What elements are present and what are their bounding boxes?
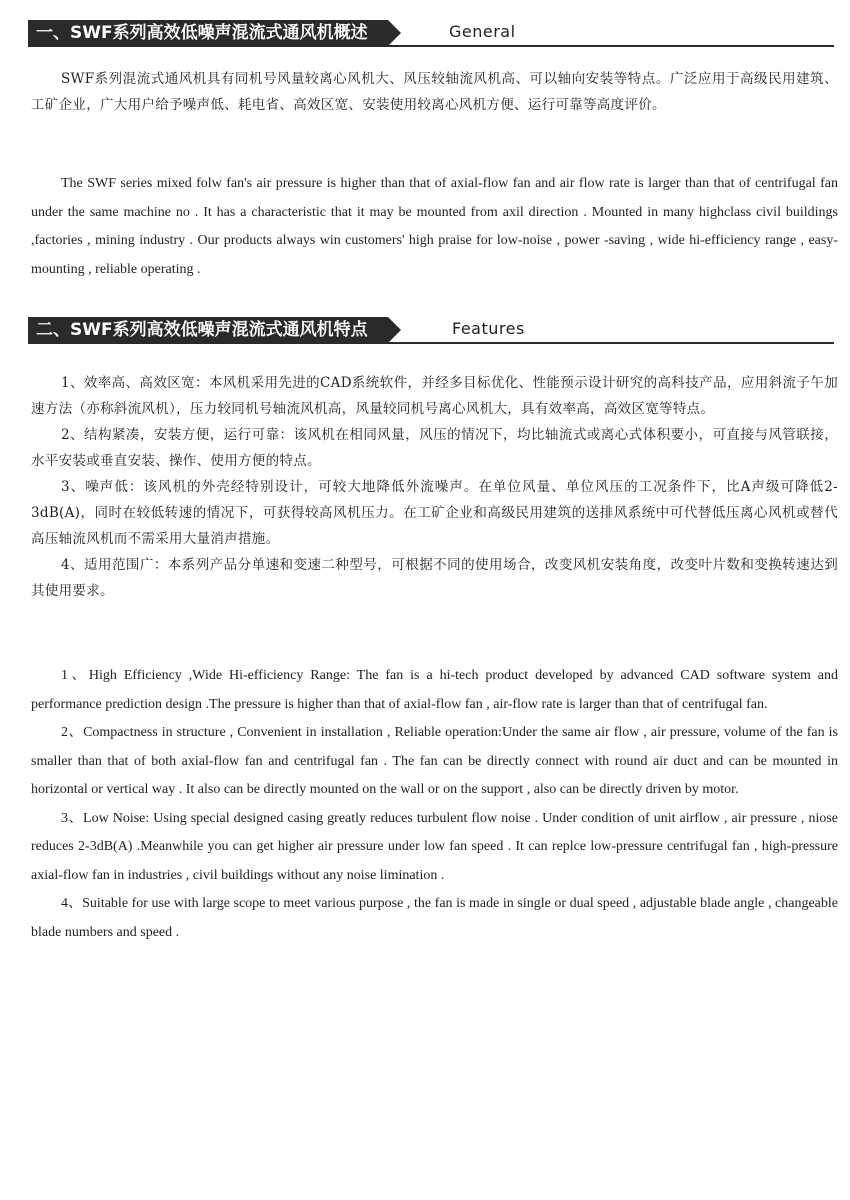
- features-en-item: 1、High Efficiency ,Wide Hi-efficiency Range: The fan is a hi-tech product developed by advanced CAD software system and performance prediction design .The pressure is higher than that of axial-flow fan , air-flow rate is larger than that of centrifugal fan.: [31, 668, 838, 712]
- section-rule: [28, 45, 834, 47]
- section-label-general: General: [449, 22, 516, 41]
- section-rule: [28, 342, 834, 344]
- features-en-list: [31, 662, 838, 947]
- section-title-general: 一、SWF系列高效低噪声混流式通风机概述: [28, 20, 388, 46]
- section-header-features: [28, 317, 834, 343]
- features-zh-item: 4、适用范围广：本系列产品分单速和变速二种型号，可根据不同的使用场合，改变风机安装角度，改变叶片数和变换转速达到其使用要求。: [31, 557, 838, 599]
- features-zh-item: 1、效率高、高效区宽：本风机采用先进的CAD系统软件，并经多目标优化、性能预示设计研究的高科技产品，应用斜流子午加速方法（亦称斜流风机），压力较同机号轴流风机高，风量较同机号离心风机大，具有效率高，高效区宽等特点。: [31, 375, 838, 417]
- general-zh-paragraph: [31, 66, 838, 118]
- features-zh-item: 2、结构紧凑，安装方便，运行可靠：该风机在相同风量，风压的情况下，均比轴流式或离心式体积要小，可直接与风管联接，水平安装或垂直安装、操作、使用方便的特点。: [31, 427, 838, 469]
- features-en-item: 3、Low Noise: Using special designed casing greatly reduces turbulent flow noise . Under condition of unit airflow , air pressure , niose reduces 2-3dB(A) .Meanwhile you can get higher air pressure under low fan speed . It can replce low-pressure centrifugal fan , high-pressure axial-flow fan in industries , civil buildings without any noise limination .: [31, 810, 838, 883]
- general-en-paragraph: [31, 170, 838, 284]
- features-en-item: 2、Compactness in structure , Convenient in installation , Reliable operation:Under the same air flow , air pressure, volume of the fan is smaller than that of both axial-flow fan and centrifugal fan . The fan can be directly connect with round air duct and can be mounted in horizontal or vertical way . It also can be directly mounted on the wall or on the support , also can be directly driven by motor.: [31, 725, 838, 797]
- features-zh-item: 3、噪声低：该风机的外壳经特别设计，可较大地降低外流噪声。在单位风量、单位风压的工况条件下，比A声级可降低2-3dB(A)，同时在较低转速的情况下，可获得较高风机压力。在工矿企业和高级民用建筑的送排风系统中可代替低压离心风机或替代高压轴流风机而不需采用大量消声措施。: [31, 479, 838, 547]
- general-zh-text: SWF系列混流式通风机具有同机号风量较离心风机大、风压较轴流风机高、可以轴向安装等特点。广泛应用于高级民用建筑、工矿企业，广大用户给予噪声低、耗电省、高效区宽、安装使用较离心风机方便、运行可靠等高度评价。: [31, 71, 838, 113]
- section-label-features: Features: [452, 319, 525, 338]
- section-title-features: 二、SWF系列高效低噪声混流式通风机特点: [28, 317, 388, 343]
- features-zh-list: [31, 370, 838, 604]
- features-en-item: 4、Suitable for use with large scope to meet various purpose , the fan is made in single or dual speed , adjustable blade angle , changeable blade numbers and speed .: [31, 896, 838, 940]
- general-en-text: The SWF series mixed folw fan's air pressure is higher than that of axial-flow fan and air flow rate is larger than that of centrifugal fan under the same machine no . It has a characteristic that it may be mounted from axil direction . Mounted in many highclass civil buildings ,factories , mining industry . Our products always win customers' high praise for low-noise , power -saving , wide hi-efficiency range , easy-mounting , reliable operating .: [31, 176, 838, 277]
- section-header-general: [28, 20, 834, 46]
